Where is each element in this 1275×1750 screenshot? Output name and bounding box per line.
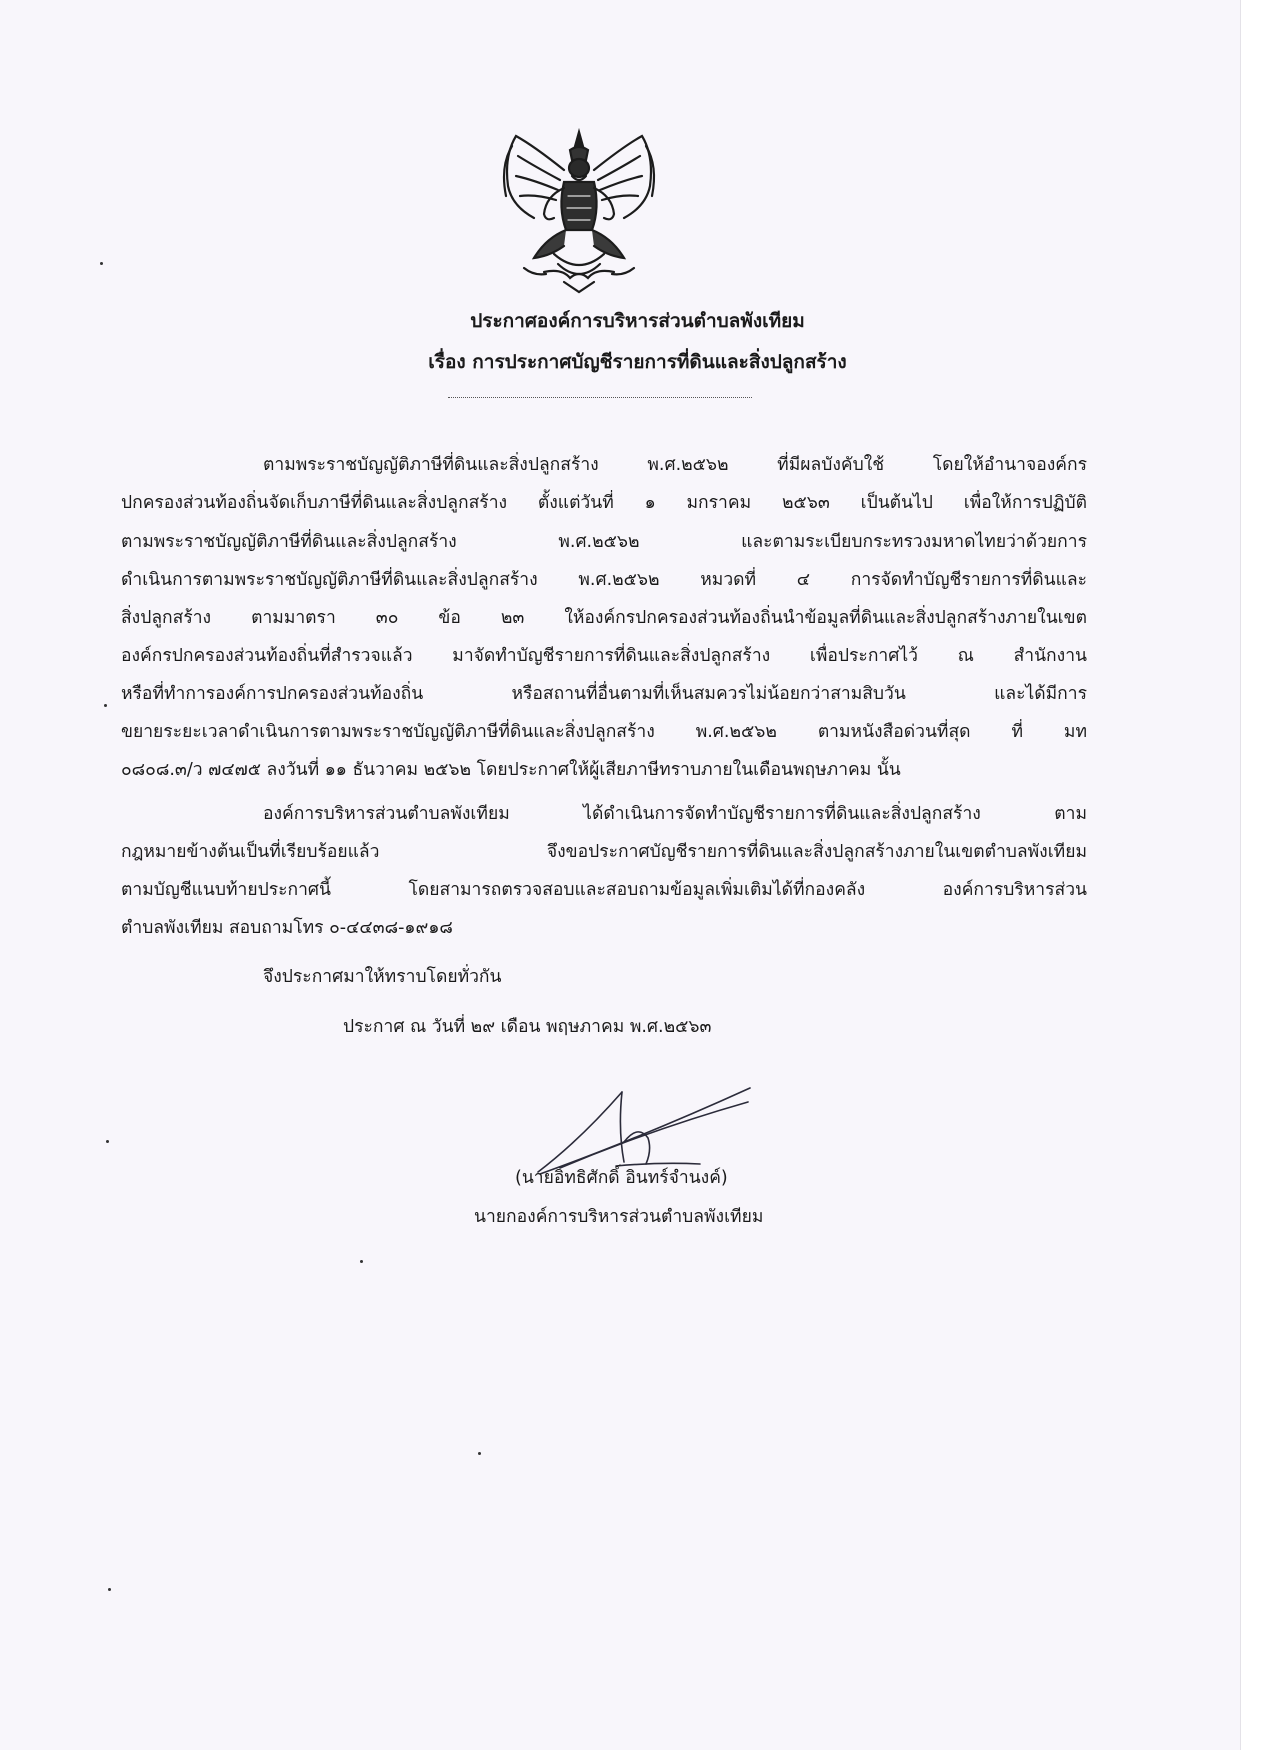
paragraph1-line: หรือที่ทำการองค์การปกครองส่วนท้องถิ่น หรือสถานที่อื่นตามที่เห็นสมควรไม่น้อยกว่าสามสิบวัน และได้มีการ: [121, 684, 1087, 704]
signatory-position: นายกองค์การบริหารส่วนตำบลพังเทียม: [474, 1207, 764, 1227]
signatory-name: (นายอิทธิศักดิ์ อินทร์จำนงค์): [515, 1168, 728, 1188]
scan-speck: [104, 704, 107, 707]
announcement-title: ประกาศองค์การบริหารส่วนตำบลพังเทียม: [470, 310, 805, 332]
paragraph1-line: ตามพระราชบัญญัติภาษีที่ดินและสิ่งปลูกสร้าง พ.ศ.๒๕๖๒ ที่มีผลบังคับใช้ โดยให้อำนาจองค์กร: [263, 455, 1087, 475]
dotted-separator: [448, 397, 752, 398]
announcement-subject: เรื่อง การประกาศบัญชีรายการที่ดินและสิ่งปลูกสร้าง: [428, 351, 847, 373]
paragraph1-line: ๐๘๐๘.๓/ว ๗๔๗๕ ลงวันที่ ๑๑ ธันวาคม ๒๕๖๒ โดยประกาศให้ผู้เสียภาษีทราบภายในเดือนพฤษภาคม นั้น: [121, 760, 901, 780]
paragraph1-line: ขยายระยะเวลาดำเนินการตามพระราชบัญญัติภาษีที่ดินและสิ่งปลูกสร้าง พ.ศ.๒๕๖๒ ตามหนังสือด่วนที่สุด ที่ มท: [121, 722, 1087, 742]
page-edge: [1240, 0, 1275, 1750]
scan-speck: [106, 1140, 109, 1143]
scan-speck: [100, 262, 103, 265]
scan-speck: [478, 1452, 481, 1455]
garuda-emblem-icon: [494, 126, 664, 296]
paragraph1-line: องค์กรปกครองส่วนท้องถิ่นที่สำรวจแล้ว มาจัดทำบัญชีรายการที่ดินและสิ่งปลูกสร้าง เพื่อประกาศไว้ ณ สำนักงาน: [121, 646, 1087, 666]
paragraph1-line: ดำเนินการตามพระราชบัญญัติภาษีที่ดินและสิ่งปลูกสร้าง พ.ศ.๒๕๖๒ หมวดที่ ๔ การจัดทำบัญชีรายการที่ดินและ: [121, 570, 1087, 590]
paragraph2-line: กฎหมายข้างต้นเป็นที่เรียบร้อยแล้ว จึงขอประกาศบัญชีรายการที่ดินและสิ่งปลูกสร้างภายในเขตตำบลพังเทียม: [121, 842, 1087, 862]
paragraph1-line: สิ่งปลูกสร้าง ตามมาตรา ๓๐ ข้อ ๒๓ ให้องค์กรปกครองส่วนท้องถิ่นนำข้อมูลที่ดินและสิ่งปลูกสร้างภายในเขต: [121, 608, 1087, 628]
scan-speck: [360, 1260, 363, 1263]
scan-speck: [108, 1588, 111, 1591]
paragraph1-line: ปกครองส่วนท้องถิ่นจัดเก็บภาษีที่ดินและสิ่งปลูกสร้าง ตั้งแต่วันที่ ๑ มกราคม ๒๕๖๓ เป็นต้นไป เพื่อให้การปฏิบัติ: [121, 493, 1087, 513]
closing-statement: จึงประกาศมาให้ทราบโดยทั่วกัน: [263, 967, 502, 987]
paragraph2-line: องค์การบริหารส่วนตำบลพังเทียม ได้ดำเนินการจัดทำบัญชีรายการที่ดินและสิ่งปลูกสร้าง ตาม: [263, 804, 1087, 824]
paragraph1-line: ตามพระราชบัญญัติภาษีที่ดินและสิ่งปลูกสร้าง พ.ศ.๒๕๖๒ และตามระเบียบกระทรวงมหาดไทยว่าด้วยการ: [121, 532, 1087, 552]
paragraph2-line: ตามบัญชีแนบท้ายประกาศนี้ โดยสามารถตรวจสอบและสอบถามข้อมูลเพิ่มเติมได้ที่กองคลัง องค์การบริหารส่วน: [121, 880, 1087, 900]
announcement-date: ประกาศ ณ วันที่ ๒๙ เดือน พฤษภาคม พ.ศ.๒๕๖๓: [343, 1017, 712, 1037]
paragraph2-line: ตำบลพังเทียม สอบถามโทร ๐-๔๔๓๘-๑๙๑๘: [121, 918, 453, 938]
